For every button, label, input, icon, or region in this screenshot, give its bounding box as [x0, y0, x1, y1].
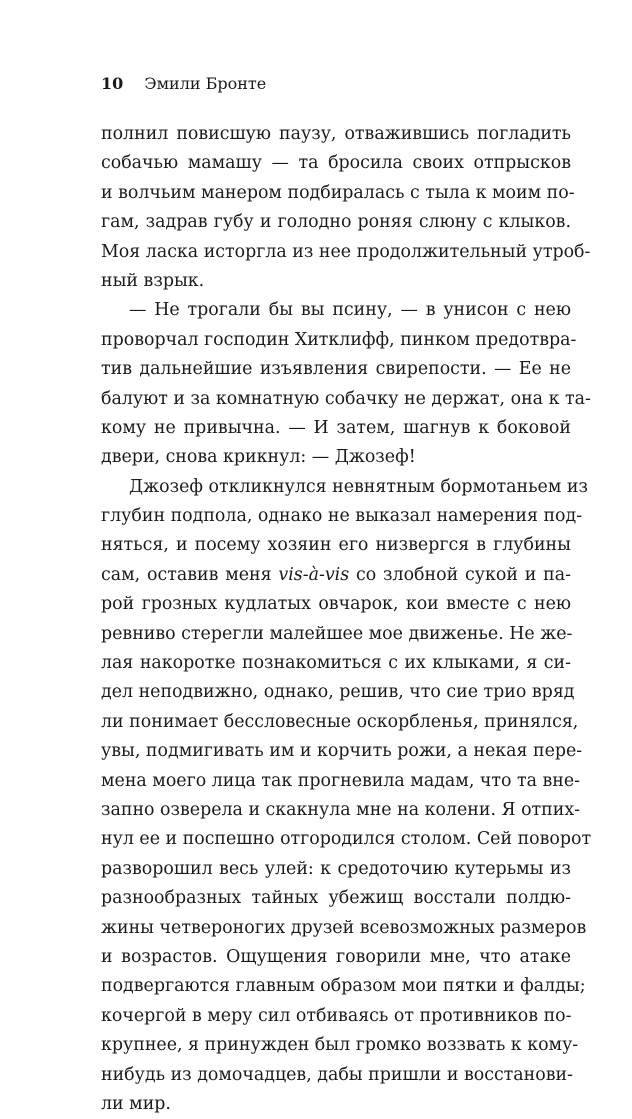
text-line: кому не привычна. — И затем, шагнув к боковой	[101, 417, 571, 438]
text-line: крупнее, я принужден был громко воззвать к кому-	[101, 1035, 579, 1056]
text-line: тив дальнейшие изъявления свирепости. — Ее не	[101, 359, 571, 380]
text-line: жины четвероногих друзей всевозможных размеров	[101, 917, 587, 938]
italic-phrase: vis-à-vis	[278, 564, 350, 585]
text-line: дел неподвижно, однако, решив, что сие трио вряд	[101, 682, 575, 703]
text-line: собачью мамашу — та бросила своих отпрысков	[101, 153, 571, 174]
text-segment: сам, оставив меня	[101, 564, 272, 585]
text-line: нибудь из домочадцев, дабы пришли и восстанови-	[101, 1064, 573, 1085]
body-text	[101, 120, 592, 1119]
text-line: глубин подпола, однако не выказал намерения под-	[101, 506, 583, 527]
text-line: лая накоротке познакомиться с их клыками, я си-	[101, 653, 571, 674]
text-line: рой грозных кудлатых овчарок, кои вместе с нею	[101, 594, 571, 615]
text-line: кочергой в меру сил отбиваясь от противников по-	[101, 1005, 572, 1026]
text-line: ли мир.	[101, 1093, 171, 1114]
text-line: двери, снова крикнул: — Джозеф!	[101, 447, 416, 468]
text-line: Моя ласка исторгла из нее продолжительный утроб-	[101, 241, 591, 262]
text-line: няться, и посему хозяин его низвергся в глубины	[101, 535, 571, 556]
text-line: ли понимает бессловесные оскорбленья, принялся,	[101, 711, 579, 732]
text-line: гам, задрав губу и голодно роняя слюну с клыков.	[101, 212, 571, 233]
text-line: разворошил весь улей: к средоточию кутерьмы из	[101, 858, 571, 879]
text-line: балуют и за комнатную собачку не держат, она к та-	[101, 388, 591, 409]
text-line: и волчьим манером подбиралась с тыла к моим по-	[101, 182, 575, 203]
text-line: запно озверела и скакнула мне на колени. Я отпих-	[101, 799, 581, 820]
text-line: увы, подмигивать им и корчить рожи, а некая пере-	[101, 741, 583, 762]
page-number: 10	[101, 74, 124, 93]
text-line: разнообразных тайных убежищ восстали полдю-	[101, 888, 571, 909]
text-line: — Не трогали бы вы псину, — в унисон с нею	[129, 300, 571, 321]
text-line: мена моего лица так прогневила мадам, что та вне-	[101, 770, 581, 791]
text-line-with-italic	[101, 561, 571, 590]
text-line: ревниво стерегли малейшее мое движенье. Не же-	[101, 623, 573, 644]
text-line: и возрастов. Ощущения говорили мне, что атаке	[101, 946, 571, 967]
text-line: подвергаются главным образом мои пятки и фалды;	[101, 976, 586, 997]
running-head	[101, 74, 266, 93]
text-line: ный взрык.	[101, 270, 205, 291]
text-line: полнил повисшую паузу, отважившись погладить	[101, 124, 571, 144]
running-title: Эмили Бронте	[144, 74, 267, 93]
text-line: нул ее и поспешно отгородился столом. Сей поворот	[101, 829, 592, 850]
text-line: Джозеф откликнулся невнятным бормотаньем из	[129, 476, 588, 497]
text-segment: со злобной сукой и па-	[356, 564, 572, 585]
text-line: проворчал господин Хитклифф, пинком предотвра-	[101, 329, 577, 350]
